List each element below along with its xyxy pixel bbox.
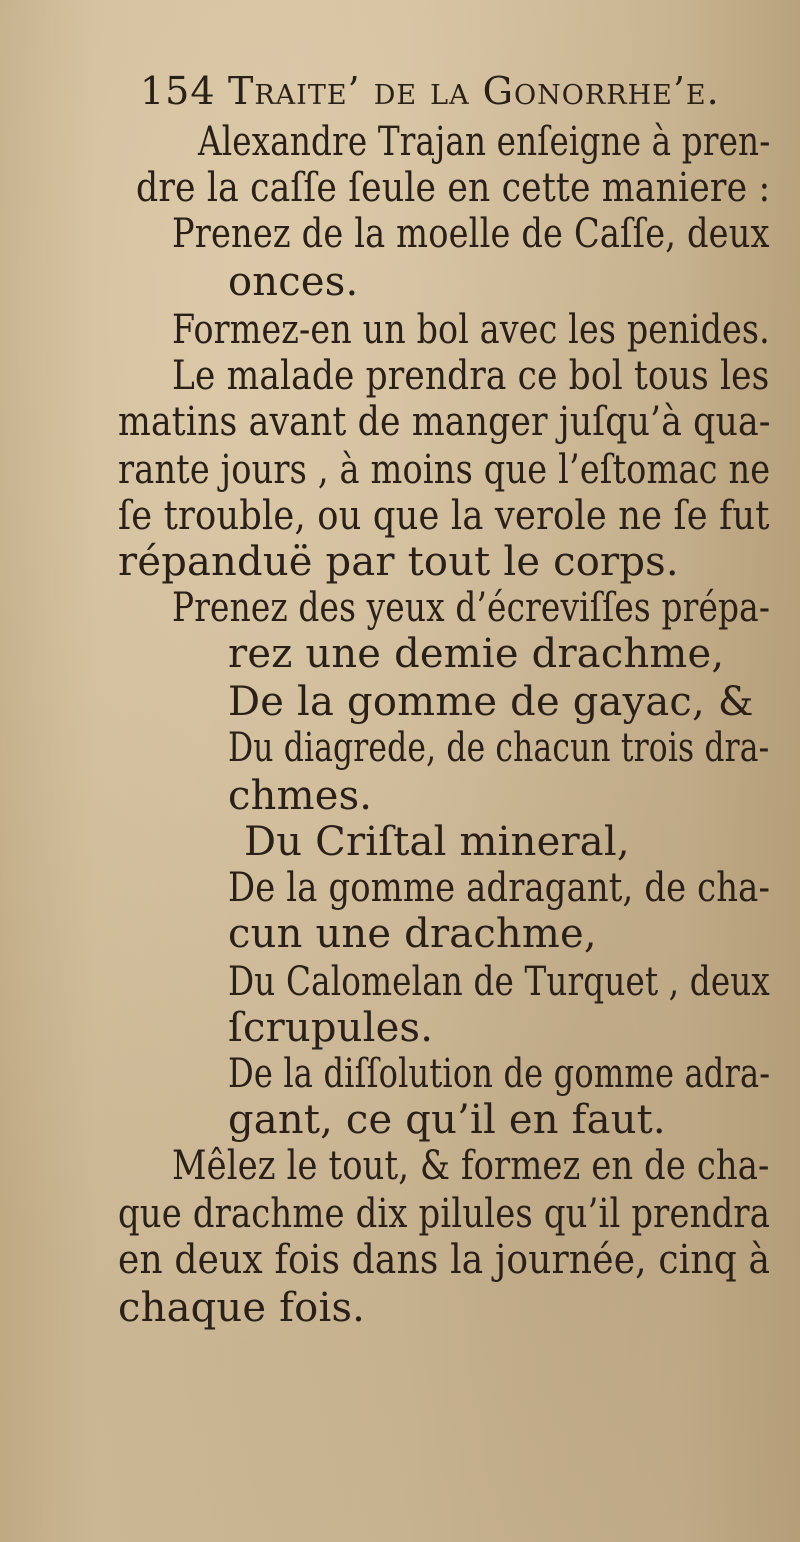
page-number: 154 xyxy=(140,69,216,113)
text-line-16: Du Criſtal mineral, xyxy=(244,819,630,865)
text-line-5: Formez-en un bol avec les penides. xyxy=(172,307,770,353)
text-line-26: chaque fois. xyxy=(118,1285,366,1331)
text-line-24: que drachme dix pilules qu’il prendra xyxy=(118,1191,771,1237)
text-line-1: Alexandre Trajan enſeigne à pren- xyxy=(198,119,771,165)
text-line-20: ſcrupules. xyxy=(228,1005,434,1051)
text-line-19: Du Calomelan de Turquet , deux xyxy=(228,959,770,1005)
text-line-15: chmes. xyxy=(228,773,373,819)
text-line-12: rez une demie drachme, xyxy=(228,631,725,677)
text-line-11: Prenez des yeux d’écreviſſes prépa- xyxy=(172,585,771,631)
text-line-14: Du diagrede, de chacun trois dra- xyxy=(228,725,770,771)
text-line-23: Mêlez le tout, & formez en de cha- xyxy=(172,1143,770,1189)
text-line-6: Le malade prendra ce bol tous les xyxy=(172,353,770,399)
text-line-18: cun une drachme, xyxy=(228,911,597,957)
text-line-13: De la gomme de gayac, & xyxy=(228,679,754,725)
text-line-21: De la diſſolution de gomme adra- xyxy=(228,1051,771,1097)
text-line-10: répanduë par tout le corps. xyxy=(118,539,679,585)
text-line-2: dre la caſſe ſeule en cette maniere : xyxy=(136,165,771,211)
text-line-9: ſe trouble, ou que la verole ne ſe fut xyxy=(118,493,770,539)
text-line-25: en deux fois dans la journée, cinq à xyxy=(118,1237,771,1283)
text-line-17: De la gomme adragant, de cha- xyxy=(228,865,771,911)
text-line-22: gant, ce qu’il en faut. xyxy=(228,1097,666,1143)
running-title: Traite’ de la Gonorrhe’e. xyxy=(228,69,720,113)
text-line-8: rante jours , à moins que l’eſtomac ne xyxy=(118,447,771,493)
text-line-3: Prenez de la moelle de Caſſe, deux xyxy=(172,211,770,257)
text-line-4: onces. xyxy=(228,259,359,305)
text-line-7: matins avant de manger juſqu’à qua- xyxy=(118,399,771,445)
